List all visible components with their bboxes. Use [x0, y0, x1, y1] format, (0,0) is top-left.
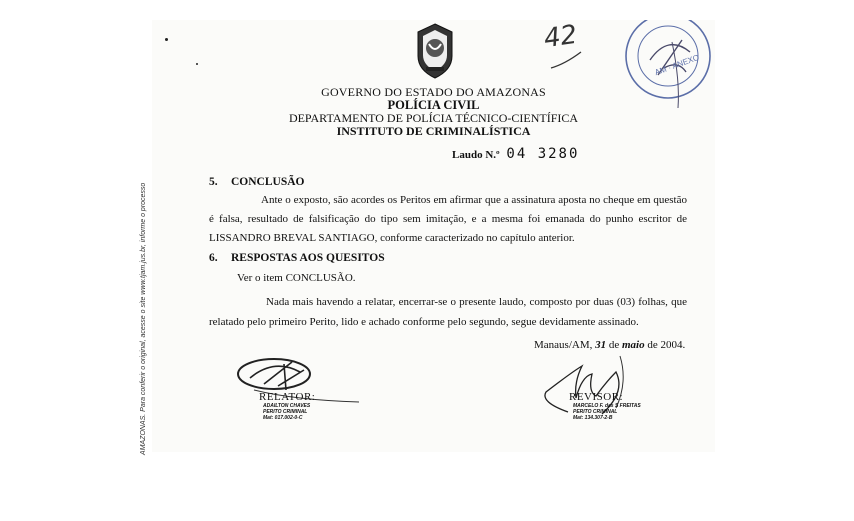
- date-de: de: [647, 339, 658, 351]
- laudo-value: 04 3280: [506, 146, 580, 162]
- closing-paragraph: [209, 292, 687, 332]
- header-institute: INSTITUTO DE CRIMINALÍSTICA: [336, 124, 531, 138]
- laudo-label: Laudo N.º: [452, 149, 500, 161]
- conclusao-text: Ante o exposto, são acordes os Peritos em afirmar que a assinatura aposta no cheque em questão é falsa, resultado de falsificação do tipo sem imitação, e a mesma foi emanada do punho escritor de LISSANDRO BREVAL SANTIAGO, conforme caracterizado no capítulo anterior.: [209, 194, 687, 244]
- laudo-number: [452, 146, 579, 162]
- police-crest-logo: [414, 22, 456, 80]
- relator-role: PERITO CRIMINAL: [263, 409, 308, 415]
- header-police: POLÍCIA CIVIL: [387, 98, 480, 112]
- stamp-text: AM · ANEXO: [653, 52, 701, 78]
- relator-label: RELATOR:: [259, 391, 316, 403]
- side-validation-note: AMAZONAS. Para conferir o original, acesse o site www.tjam.jus.br, informe o processo: [140, 182, 147, 455]
- revisor-name: MARCELO F. das S FREITAS: [573, 403, 641, 409]
- section-heading-respostas: [209, 252, 385, 264]
- revisor-label: REVISOR:: [569, 391, 624, 403]
- section-title: CONCLUSÃO: [231, 176, 305, 188]
- date-line: [534, 339, 685, 351]
- date-year: 2004.: [660, 339, 686, 351]
- header-department: DEPARTAMENTO DE POLÍCIA TÉCNICO-CIENTÍFICA: [288, 111, 579, 125]
- section-title: RESPOSTAS AOS QUESITOS: [231, 252, 385, 264]
- revisor-stamp: [573, 403, 641, 421]
- date-day: 31: [595, 339, 607, 351]
- conclusao-paragraph: [209, 191, 687, 248]
- date-month: maio: [622, 339, 645, 351]
- date-de: de: [608, 339, 620, 351]
- handwritten-page-number: 42: [542, 19, 580, 55]
- scan-speck: [196, 63, 198, 65]
- scan-speck: [165, 38, 168, 41]
- section-number: 6.: [209, 252, 218, 264]
- revisor-role: PERITO CRIMINAL: [573, 409, 618, 415]
- date-place: Manaus/AM,: [534, 339, 593, 351]
- relator-name: ADAILTON CHAVES: [263, 403, 311, 409]
- relator-mat: Mat: 017.002-0-C: [263, 415, 303, 421]
- header-government: GOVERNO DO ESTADO DO AMAZONAS: [321, 85, 546, 99]
- respostas-text: Ver o item CONCLUSÃO.: [237, 272, 356, 284]
- relator-stamp: [263, 403, 310, 421]
- handwritten-check-mark: [547, 50, 587, 72]
- document-page: [152, 20, 715, 452]
- section-number: 5.: [209, 176, 218, 188]
- revisor-mat: Mat: 134.307-2-B: [573, 415, 613, 421]
- closing-text: Nada mais havendo a relatar, encerrar-se o presente laudo, composto por duas (03) folhas, que relatado pelo primeiro Perito, lido e achado conforme pelo segundo, segue devidamente assinado.: [209, 296, 687, 328]
- section-heading-conclusao: [209, 176, 304, 188]
